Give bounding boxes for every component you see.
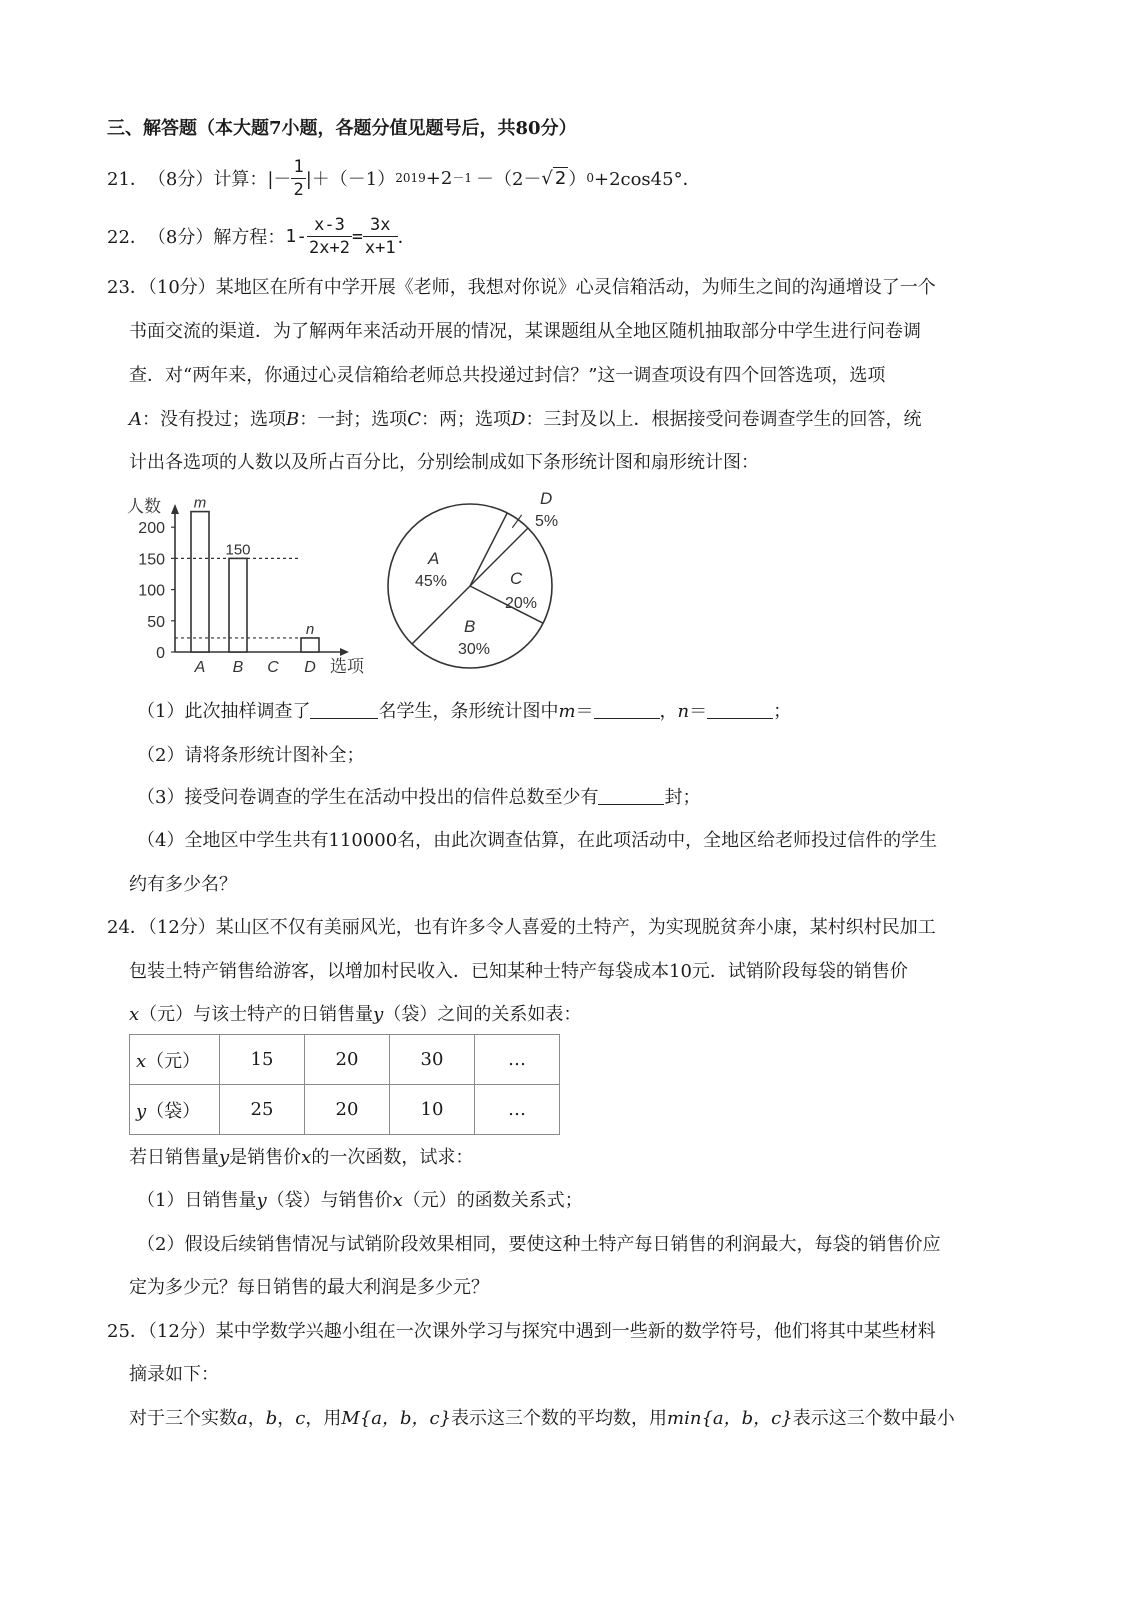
answer-blank-n[interactable] bbox=[707, 700, 773, 719]
x-tick-label: A bbox=[194, 659, 206, 676]
var-a: a bbox=[237, 1408, 248, 1429]
q22-end: ． bbox=[397, 227, 416, 248]
unit: （袋） bbox=[146, 1100, 201, 1122]
set-abc: {a，b，c} bbox=[701, 1408, 793, 1429]
symbol-min: min bbox=[667, 1408, 702, 1429]
bar bbox=[301, 638, 319, 652]
q23-sub1-text-b: 名学生，条形统计图中 bbox=[378, 701, 559, 722]
equals-sign: ＝ bbox=[575, 701, 594, 722]
q21-prompt: 计算： bbox=[213, 169, 268, 190]
pie-slice-label: A bbox=[428, 549, 440, 568]
q23-sub3-text-a: （3）接受问卷调查的学生在活动中投出的信件总数至少有 bbox=[137, 787, 599, 808]
q24-number: 24． bbox=[107, 917, 148, 938]
q23-sub3-text-b: 封； bbox=[664, 787, 701, 808]
var-n: n bbox=[677, 701, 690, 722]
answer-blank-students[interactable] bbox=[310, 700, 378, 719]
bar bbox=[191, 512, 209, 652]
q23-sub-1 bbox=[137, 700, 791, 724]
q22-lead: 1- bbox=[285, 225, 308, 247]
y-tick-label: 50 bbox=[147, 613, 165, 631]
question-22 bbox=[107, 211, 416, 261]
table-cell: … bbox=[475, 1085, 560, 1135]
var-m: m bbox=[558, 701, 576, 722]
option-b-text: ：一封；选项 bbox=[299, 409, 408, 430]
option-b-label: B bbox=[286, 409, 300, 430]
option-d-text: ：三封及以上．根据接受问卷调查学生的回答，统 bbox=[525, 409, 922, 430]
option-a-text: ：没有投过；选项 bbox=[142, 409, 286, 430]
q22-fraction-2 bbox=[363, 214, 398, 259]
q22-score: （8分） bbox=[147, 227, 214, 248]
q23-sub-2: （2）请将条形统计图补全； bbox=[137, 745, 365, 766]
q23-text-4 bbox=[129, 408, 921, 432]
var-y: y bbox=[219, 1147, 230, 1168]
q21-minus-part: －（2－ bbox=[475, 169, 542, 190]
pie-slice-label: C bbox=[510, 569, 523, 588]
q23-sub-4-line-1: （4）全地区中学生共有110000名，由此次调查估算，在此项活动中，全地区给老师投过信件的学生 bbox=[137, 830, 938, 851]
q23-number: 23． bbox=[107, 277, 148, 298]
comma: ， bbox=[659, 701, 678, 722]
y-tick-label: 0 bbox=[156, 645, 165, 662]
semicolon: ； bbox=[773, 701, 792, 722]
q25-text-2: 摘录如下： bbox=[129, 1364, 219, 1385]
var-x: x bbox=[301, 1147, 312, 1168]
q21-frac-num: 1 bbox=[293, 156, 304, 177]
bar-chart bbox=[125, 490, 380, 680]
pie-slice-label: B bbox=[464, 617, 476, 636]
q21-mid: +2 bbox=[425, 167, 453, 189]
var-y: y bbox=[256, 1190, 267, 1211]
x-tick-label: C bbox=[267, 659, 279, 676]
q22-frac1-den: 2x+2 bbox=[309, 237, 350, 258]
q25-text-3b: ，用 bbox=[305, 1408, 342, 1429]
bar-data-label: m bbox=[193, 494, 207, 512]
symbol-M: M bbox=[341, 1408, 360, 1429]
q24-text-1: （12分）某山区不仅有美丽风光，也有许多令人喜爱的土特产，为实现脱贫奔小康，某村织村民加工 bbox=[147, 917, 936, 938]
y-tick-label: 150 bbox=[138, 551, 165, 569]
q24-sub1-c: （元）的函数关系式； bbox=[402, 1190, 583, 1211]
q23-text-1: （10分）某地区在所有中学开展《老师，我想对你说》心灵信箱活动，为师生之间的沟通增设了一个 bbox=[147, 277, 936, 298]
q22-fraction-1 bbox=[307, 214, 352, 259]
option-c-text: ：两；选项 bbox=[421, 409, 512, 430]
table-header-cell bbox=[130, 1035, 220, 1085]
q24-cond-b: 是销售价 bbox=[229, 1147, 302, 1168]
q21-number: 21． bbox=[107, 169, 148, 190]
q23-text-2: 书面交流的渠道．为了解两年来活动开展的情况，某课题组从全地区随机抽取部分中学生进行问卷调 bbox=[129, 321, 921, 342]
var-c: c bbox=[295, 1408, 306, 1429]
q25-text-3d: 表示这三个数中最小 bbox=[792, 1408, 955, 1429]
q21-tail: +2cos45°． bbox=[593, 169, 701, 190]
question-21: 21． （8分） 计算： |－ $\frac{1}{2}$ |＋（－1） 2019 +2 －1 －（2－ √ 2 ） 0 +2cos45°． bbox=[107, 156, 701, 200]
answer-blank-m[interactable] bbox=[594, 700, 660, 719]
y-axis-arrow-icon bbox=[171, 504, 179, 514]
bar-data-label: n bbox=[305, 620, 315, 638]
x-tick-label: B bbox=[232, 659, 244, 676]
table-cell: 30 bbox=[390, 1035, 475, 1085]
q21-score: （8分） bbox=[147, 169, 214, 190]
answer-blank-letters[interactable] bbox=[598, 786, 664, 805]
q25-text-1: （12分）某中学数学兴趣小组在一次课外学习与探究中遇到一些新的数学符号，他们将其中某些材料 bbox=[147, 1321, 936, 1342]
pie-slice-value-label: 45% bbox=[415, 573, 448, 590]
q23-sub-4-line-2: 约有多少名？ bbox=[129, 874, 237, 895]
section-title: 三、解答题（本大题7小题，各题分值见题号后，共80分） bbox=[107, 118, 577, 139]
q21-abs-open: |－ bbox=[267, 169, 292, 190]
q24-cond-a: 若日销售量 bbox=[129, 1147, 219, 1168]
q25-text-3c: 表示这三个数的平均数，用 bbox=[451, 1408, 668, 1429]
question-25-line-1 bbox=[107, 1320, 936, 1344]
q21-fraction bbox=[291, 156, 305, 201]
q23-text-3: 查．对“两年来，你通过心灵信箱给老师总共投递过封信？”这一调查项设有四个回答选项，选项 bbox=[129, 365, 886, 386]
q24-cond-c: 的一次函数，试求： bbox=[311, 1147, 474, 1168]
var-x: x bbox=[136, 1050, 147, 1072]
q25-number: 25． bbox=[107, 1321, 148, 1342]
var-y: y bbox=[373, 1004, 384, 1025]
pie-slice-value-label: 5% bbox=[535, 513, 559, 530]
question-23-line-1 bbox=[107, 276, 936, 300]
table-cell: 10 bbox=[390, 1085, 475, 1135]
pie-slice-value-label: 30% bbox=[458, 641, 491, 658]
q24-sub1-b: （袋）与销售价 bbox=[266, 1190, 393, 1211]
var-x: x bbox=[392, 1190, 403, 1211]
table-cell: 20 bbox=[305, 1035, 390, 1085]
q21-close: ） bbox=[568, 169, 587, 190]
q23-sub-3 bbox=[137, 786, 700, 810]
table-row bbox=[130, 1085, 560, 1135]
var-y: y bbox=[136, 1100, 147, 1122]
q22-frac1-num: x-3 bbox=[307, 214, 352, 237]
x-axis-label: 选项 bbox=[330, 657, 364, 676]
y-tick-label: 100 bbox=[138, 582, 165, 600]
q22-number: 22． bbox=[107, 227, 148, 248]
x-axis-arrow-icon bbox=[340, 648, 349, 656]
pie-slice-label: D bbox=[540, 489, 553, 508]
table-header-cell bbox=[130, 1085, 220, 1135]
q23-sub1-text-a: （1）此次抽样调查了 bbox=[137, 701, 311, 722]
bar-data-label: 150 bbox=[225, 541, 251, 559]
q24-text-3a: （元）与该士特产的日销售量 bbox=[139, 1004, 374, 1025]
set-abc: {a，b，c} bbox=[359, 1408, 452, 1429]
q24-sub-2-line-1: （2）假设后续销售情况与试销阶段效果相同，要使这种土特产每日销售的利润最大，每袋的销售价应 bbox=[137, 1234, 941, 1255]
sqrt-icon: √ bbox=[541, 167, 553, 189]
q22-frac2-den: x+1 bbox=[364, 237, 396, 258]
q24-condition bbox=[129, 1146, 473, 1170]
table-cell: … bbox=[475, 1035, 560, 1085]
equals-sign: ＝ bbox=[689, 701, 708, 722]
unit: （元） bbox=[146, 1050, 201, 1072]
comma: ， bbox=[277, 1408, 296, 1429]
option-d-label: D bbox=[511, 409, 526, 430]
price-sales-table bbox=[129, 1034, 560, 1135]
q22-frac2-num: 3x bbox=[363, 214, 398, 237]
q22-equals: = bbox=[352, 225, 363, 247]
table-cell: 25 bbox=[220, 1085, 305, 1135]
q25-text-3 bbox=[129, 1407, 955, 1431]
var-x: x bbox=[129, 1004, 140, 1025]
option-c-label: C bbox=[407, 409, 422, 430]
q21-abs-close: |＋（－1） bbox=[305, 169, 396, 190]
q22-prompt: 解方程： bbox=[213, 227, 286, 248]
q24-sub-2-line-2: 定为多少元？每日销售的最大利润是多少元？ bbox=[129, 1277, 489, 1298]
y-axis-label: 人数 bbox=[127, 497, 161, 516]
q24-text-3b: （袋）之间的关系如表： bbox=[383, 1004, 582, 1025]
pie-slice-value-label: 20% bbox=[505, 595, 538, 612]
comma: ， bbox=[247, 1408, 266, 1429]
q24-text-2: 包装土特产销售给游客，以增加村民收入．已知某种士特产每袋成本10元．试销阶段每袋的销售价 bbox=[129, 961, 908, 982]
q24-sub-1 bbox=[137, 1189, 583, 1213]
q24-sub1-a: （1）日销售量 bbox=[137, 1190, 257, 1211]
pie-chart bbox=[380, 482, 575, 682]
var-b: b bbox=[265, 1408, 278, 1429]
q23-text-5: 计出各选项的人数以及所占百分比，分别绘制成如下条形统计图和扇形统计图： bbox=[129, 452, 759, 473]
question-24-line-1 bbox=[107, 916, 936, 940]
q21-sqrt-arg: 2 bbox=[554, 168, 567, 189]
option-a-label: A bbox=[129, 409, 142, 430]
table-cell: 20 bbox=[305, 1085, 390, 1135]
q21-frac-den: 2 bbox=[293, 179, 304, 200]
table-cell: 15 bbox=[220, 1035, 305, 1085]
q25-text-3a: 对于三个实数 bbox=[129, 1408, 237, 1429]
table-row bbox=[130, 1035, 560, 1085]
q24-text-3 bbox=[129, 1003, 581, 1027]
x-tick-label: D bbox=[304, 659, 316, 676]
y-tick-label: 200 bbox=[138, 520, 165, 538]
